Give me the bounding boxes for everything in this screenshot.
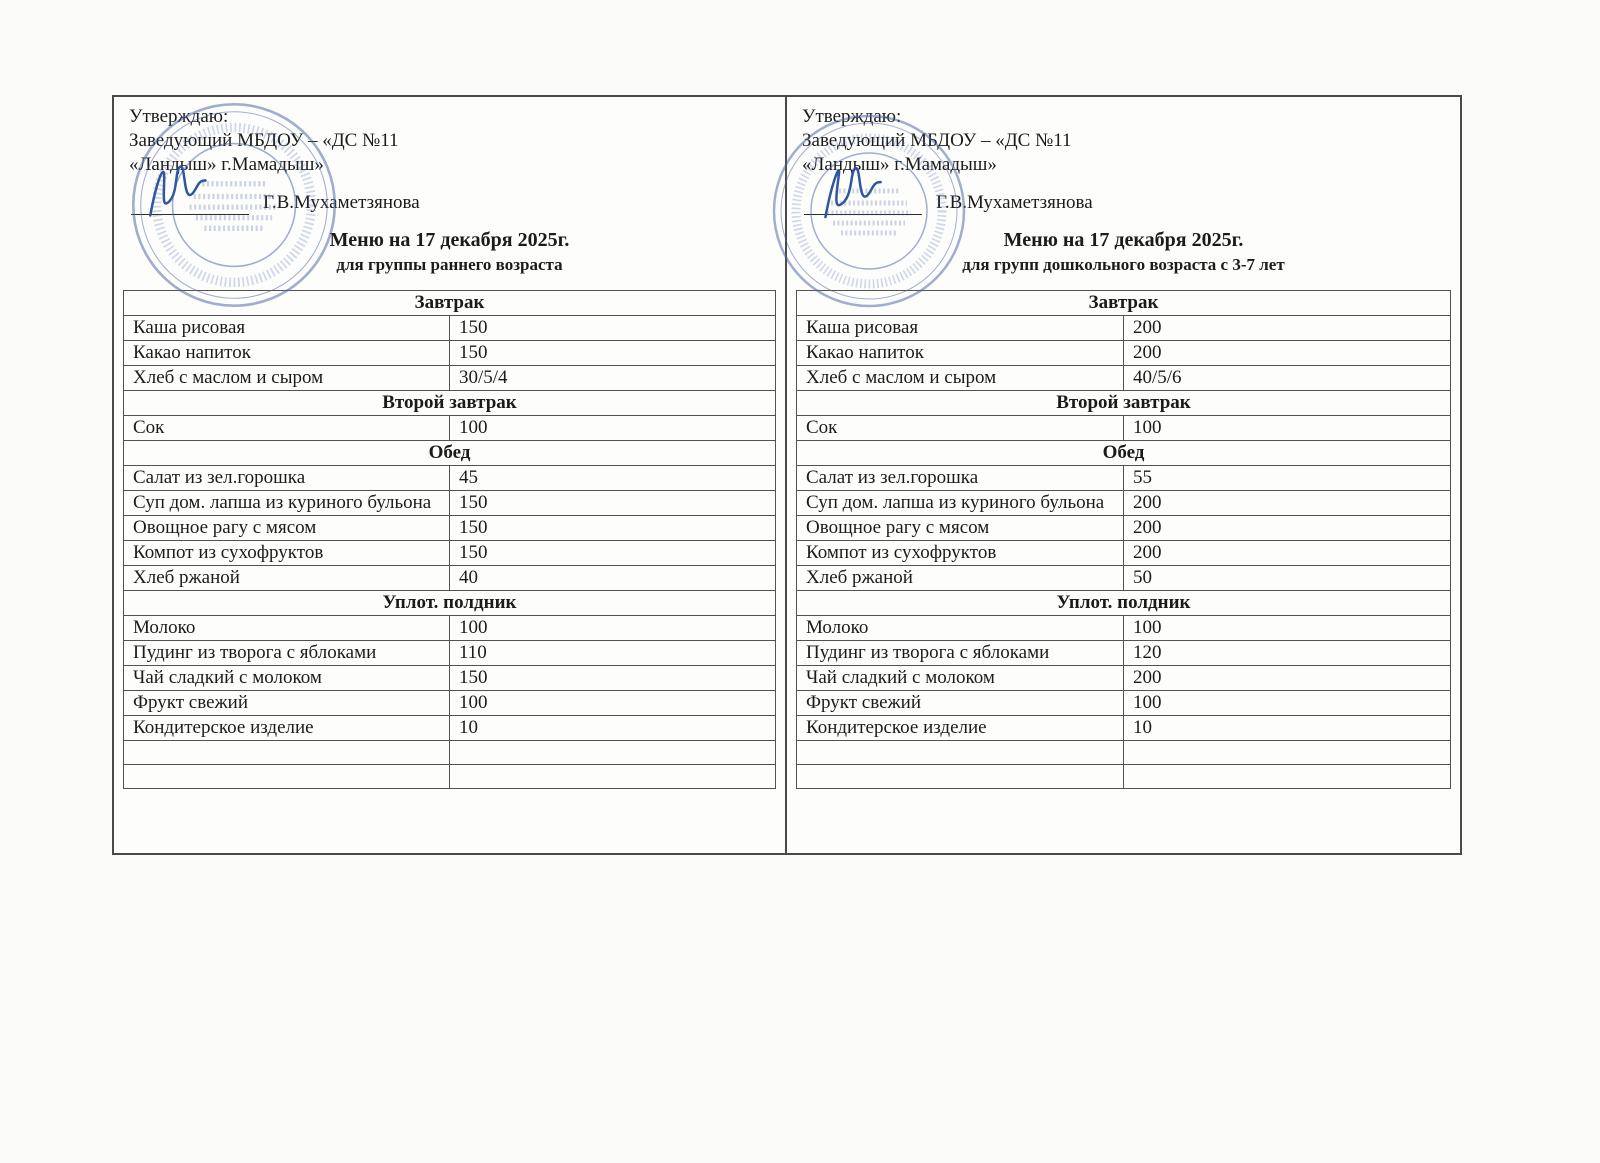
dish-name: Хлеб с маслом и сыром <box>124 366 450 391</box>
portion-value: 150 <box>450 666 776 691</box>
section-header: Обед <box>797 441 1451 466</box>
dish-row <box>797 416 1451 441</box>
approval-line: Заведующий МБДОУ – «ДС №11 <box>802 130 1072 151</box>
dish-row <box>797 366 1451 391</box>
dish-row <box>797 491 1451 516</box>
dish-name: Салат из зел.горошка <box>124 466 450 491</box>
portion-value: 10 <box>450 716 776 741</box>
section-header: Обед <box>124 441 776 466</box>
dish-row <box>124 491 776 516</box>
empty-row <box>797 741 1451 765</box>
dish-row <box>124 341 776 366</box>
dish-row <box>124 516 776 541</box>
dish-name: Какао напиток <box>124 341 450 366</box>
menu-column-early-age <box>114 97 787 853</box>
signature-name: Г.В.Мухаметзянова <box>263 192 420 213</box>
dish-name: Кондитерское изделие <box>797 716 1124 741</box>
dish-row <box>797 516 1451 541</box>
dish-name: Компот из сухофруктов <box>124 541 450 566</box>
portion-value: 200 <box>1124 316 1451 341</box>
portion-value: 150 <box>450 316 776 341</box>
dish-name: Фрукт свежий <box>797 691 1124 716</box>
dish-name: Чай сладкий с молоком <box>797 666 1124 691</box>
menu-table <box>796 290 1451 789</box>
dish-row <box>797 316 1451 341</box>
section-header-row <box>797 391 1451 416</box>
dish-row <box>797 716 1451 741</box>
dish-row <box>797 466 1451 491</box>
menu-title: Меню на 17 декабря 2025г. <box>329 229 570 251</box>
dish-name: Какао напиток <box>797 341 1124 366</box>
portion-value: 100 <box>450 616 776 641</box>
menu-column-preschool <box>787 97 1460 853</box>
dish-row <box>124 416 776 441</box>
signature-row <box>802 183 1455 215</box>
menu-subtitle: для групп дошкольного возраста с 3-7 лет <box>962 255 1285 274</box>
empty-cell <box>124 765 450 789</box>
menu-title: Меню на 17 декабря 2025г. <box>1003 229 1244 251</box>
empty-cell <box>1124 765 1451 789</box>
approval-line: «Ландыш» г.Мамадыш» <box>129 154 324 175</box>
section-header: Уплот. полдник <box>797 591 1451 616</box>
portion-value: 100 <box>1124 616 1451 641</box>
signature-line <box>131 195 249 215</box>
empty-cell <box>450 741 776 765</box>
empty-cell <box>124 741 450 765</box>
empty-cell <box>1124 741 1451 765</box>
dish-name: Фрукт свежий <box>124 691 450 716</box>
dish-row <box>124 666 776 691</box>
portion-value: 100 <box>1124 691 1451 716</box>
scanned-menu-sheet <box>112 95 1462 855</box>
empty-cell <box>797 741 1124 765</box>
dish-row <box>124 316 776 341</box>
approval-line: Утверждаю: <box>129 106 229 127</box>
menu-subtitle: для группы раннего возраста <box>336 255 563 274</box>
menu-title-block <box>119 229 780 275</box>
portion-value: 10 <box>1124 716 1451 741</box>
section-header-row <box>797 591 1451 616</box>
portion-value: 40 <box>450 566 776 591</box>
empty-row <box>124 765 776 789</box>
section-header-row <box>124 391 776 416</box>
menu-title-block <box>792 229 1455 275</box>
empty-cell <box>450 765 776 789</box>
portion-value: 100 <box>1124 416 1451 441</box>
portion-value: 110 <box>450 641 776 666</box>
section-header: Второй завтрак <box>797 391 1451 416</box>
approval-block <box>119 103 780 215</box>
section-header-row <box>797 291 1451 316</box>
dish-row <box>124 541 776 566</box>
portion-value: 40/5/6 <box>1124 366 1451 391</box>
dish-name: Сок <box>797 416 1124 441</box>
dish-name: Хлеб с маслом и сыром <box>797 366 1124 391</box>
section-header: Завтрак <box>797 291 1451 316</box>
dish-name: Суп дом. лапша из куриного бульона <box>124 491 450 516</box>
portion-value: 200 <box>1124 541 1451 566</box>
dish-name: Овощное рагу с мясом <box>797 516 1124 541</box>
portion-value: 150 <box>450 541 776 566</box>
dish-row <box>797 691 1451 716</box>
dish-row <box>124 466 776 491</box>
dish-name: Овощное рагу с мясом <box>124 516 450 541</box>
section-header: Второй завтрак <box>124 391 776 416</box>
dish-row <box>124 366 776 391</box>
portion-value: 50 <box>1124 566 1451 591</box>
portion-value: 200 <box>1124 516 1451 541</box>
dish-row <box>124 641 776 666</box>
section-header-row <box>797 441 1451 466</box>
portion-value: 100 <box>450 691 776 716</box>
section-header: Завтрак <box>124 291 776 316</box>
empty-row <box>797 765 1451 789</box>
dish-name: Кондитерское изделие <box>124 716 450 741</box>
portion-value: 150 <box>450 516 776 541</box>
portion-value: 200 <box>1124 491 1451 516</box>
dish-row <box>797 616 1451 641</box>
dish-name: Каша рисовая <box>124 316 450 341</box>
portion-value: 100 <box>450 416 776 441</box>
dish-name: Хлеб ржаной <box>797 566 1124 591</box>
approval-line: «Ландыш» г.Мамадыш» <box>802 154 997 175</box>
empty-row <box>124 741 776 765</box>
dish-row <box>797 341 1451 366</box>
dish-row <box>124 691 776 716</box>
approval-line: Заведующий МБДОУ – «ДС №11 <box>129 130 399 151</box>
dish-name: Молоко <box>124 616 450 641</box>
dish-name: Компот из сухофруктов <box>797 541 1124 566</box>
signature-name: Г.В.Мухаметзянова <box>936 192 1093 213</box>
section-header: Уплот. полдник <box>124 591 776 616</box>
section-header-row <box>124 441 776 466</box>
dish-row <box>797 666 1451 691</box>
approval-line: Утверждаю: <box>802 106 902 127</box>
portion-value: 45 <box>450 466 776 491</box>
signature-row <box>129 183 780 215</box>
menu-table <box>123 290 776 789</box>
dish-name: Пудинг из творога с яблоками <box>124 641 450 666</box>
portion-value: 150 <box>450 491 776 516</box>
portion-value: 120 <box>1124 641 1451 666</box>
portion-value: 200 <box>1124 341 1451 366</box>
dish-row <box>797 641 1451 666</box>
portion-value: 55 <box>1124 466 1451 491</box>
dish-name: Пудинг из творога с яблоками <box>797 641 1124 666</box>
dish-name: Суп дом. лапша из куриного бульона <box>797 491 1124 516</box>
signature-line <box>804 195 922 215</box>
dish-name: Салат из зел.горошка <box>797 466 1124 491</box>
dish-row <box>124 566 776 591</box>
dish-row <box>797 541 1451 566</box>
section-header-row <box>124 591 776 616</box>
dish-row <box>797 566 1451 591</box>
dish-name: Молоко <box>797 616 1124 641</box>
portion-value: 30/5/4 <box>450 366 776 391</box>
portion-value: 200 <box>1124 666 1451 691</box>
approval-block <box>792 103 1455 215</box>
dish-row <box>124 616 776 641</box>
dish-row <box>124 716 776 741</box>
dish-name: Каша рисовая <box>797 316 1124 341</box>
empty-cell <box>797 765 1124 789</box>
portion-value: 150 <box>450 341 776 366</box>
dish-name: Чай сладкий с молоком <box>124 666 450 691</box>
dish-name: Хлеб ржаной <box>124 566 450 591</box>
section-header-row <box>124 291 776 316</box>
dish-name: Сок <box>124 416 450 441</box>
